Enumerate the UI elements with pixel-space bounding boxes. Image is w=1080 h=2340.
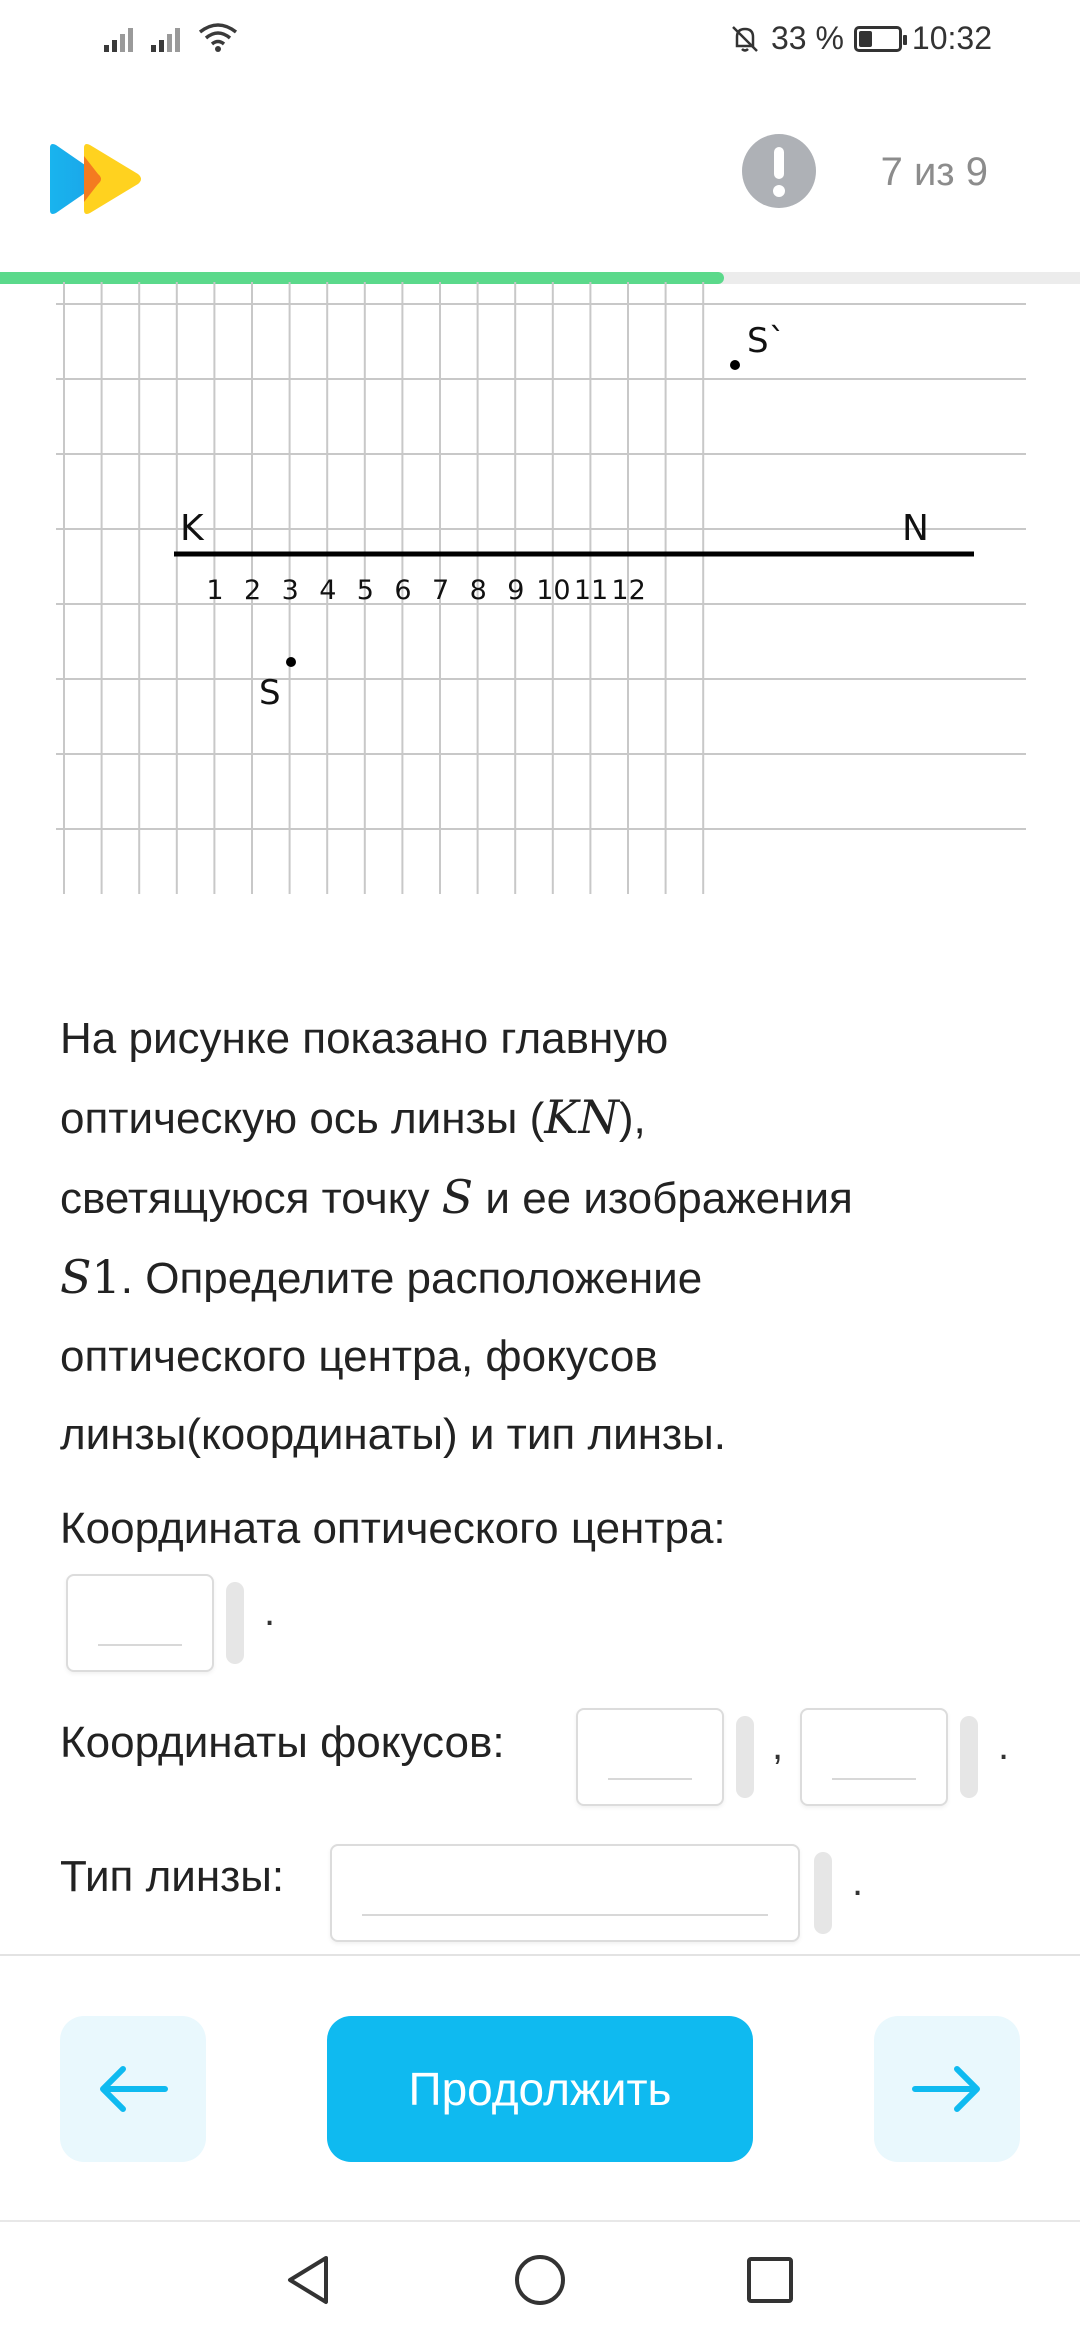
signal-icon bbox=[151, 24, 180, 52]
tick-label: 1 bbox=[206, 575, 224, 606]
home-circle-icon[interactable] bbox=[512, 2252, 568, 2308]
axis-label-k: K bbox=[180, 508, 204, 549]
battery-fill bbox=[859, 31, 872, 47]
image-point-s1 bbox=[730, 360, 740, 370]
center-answer-field[interactable] bbox=[66, 1574, 214, 1672]
text: и ее изображения bbox=[473, 1174, 853, 1223]
math-kn: KN bbox=[544, 1090, 619, 1144]
play-logo-icon[interactable] bbox=[46, 142, 146, 216]
back-triangle-icon[interactable] bbox=[282, 2252, 334, 2308]
focus-answer-field-2[interactable] bbox=[800, 1708, 948, 1806]
axis-label-n: N bbox=[902, 508, 929, 549]
tick-label: 10 bbox=[536, 575, 571, 606]
recents-square-icon[interactable] bbox=[744, 2252, 796, 2308]
center-label: Координата оптического центра: bbox=[60, 1504, 726, 1553]
next-button[interactable] bbox=[874, 2016, 1020, 2162]
period: . bbox=[264, 1590, 276, 1634]
status-bar bbox=[0, 0, 1080, 80]
footer-divider bbox=[0, 1954, 1080, 1956]
tick-label: 6 bbox=[394, 575, 412, 606]
question-line bbox=[60, 1238, 1020, 1318]
question-line bbox=[60, 1078, 1020, 1158]
math-s1: S bbox=[60, 1250, 92, 1304]
tick-label: 4 bbox=[319, 575, 337, 606]
image-point-label: S` bbox=[747, 321, 786, 361]
status-right bbox=[729, 20, 992, 57]
tick-label: 3 bbox=[281, 575, 299, 606]
lens-type-answer-field[interactable] bbox=[330, 1844, 800, 1942]
battery-icon bbox=[854, 26, 902, 52]
tick-label: 9 bbox=[507, 575, 525, 606]
clock: 10:32 bbox=[911, 20, 992, 56]
question-line bbox=[60, 1318, 1020, 1396]
drag-handle[interactable] bbox=[226, 1582, 244, 1664]
source-point-s bbox=[286, 657, 296, 667]
tick-label: 11 bbox=[573, 575, 609, 606]
previous-button[interactable] bbox=[60, 2016, 206, 2162]
question-text bbox=[60, 1000, 1020, 1474]
source-point-label: S bbox=[259, 673, 281, 713]
system-navigation bbox=[0, 2222, 1080, 2340]
text: светящуюся точку bbox=[60, 1174, 442, 1223]
report-problem-button[interactable] bbox=[742, 134, 816, 208]
status-left bbox=[104, 22, 238, 52]
text: . Определите расположение bbox=[120, 1254, 703, 1303]
question-counter: 7 из 9 bbox=[880, 150, 988, 194]
battery-percent: 33 % bbox=[770, 20, 844, 56]
text: ), bbox=[618, 1094, 646, 1143]
drag-handle[interactable] bbox=[736, 1716, 754, 1798]
arrow-right-icon bbox=[909, 2061, 985, 2117]
tick-label: 5 bbox=[356, 575, 374, 606]
math-s1-index: 1 bbox=[91, 1250, 121, 1304]
optics-figure bbox=[56, 282, 1026, 894]
signal-icon bbox=[104, 24, 133, 52]
text: оптического центра, фокусов bbox=[60, 1332, 658, 1381]
bell-muted-icon bbox=[729, 23, 761, 55]
drag-handle[interactable] bbox=[814, 1852, 832, 1934]
question-line bbox=[60, 1396, 1020, 1474]
tick-label: 12 bbox=[611, 575, 646, 606]
tick-labels bbox=[206, 575, 645, 606]
period: . bbox=[998, 1724, 1010, 1768]
math-s: S bbox=[441, 1170, 474, 1224]
text: линзы(координаты) и тип линзы. bbox=[60, 1410, 727, 1459]
arrow-left-icon bbox=[95, 2061, 171, 2117]
type-label: Тип линзы: bbox=[60, 1852, 285, 1901]
continue-label: Продолжить bbox=[408, 2063, 672, 2115]
focus-answer-field-1[interactable] bbox=[576, 1708, 724, 1806]
period: . bbox=[852, 1860, 864, 1904]
focus-label: Координаты фокусов: bbox=[60, 1718, 505, 1767]
wifi-icon bbox=[198, 22, 238, 52]
text: На рисунке показано главную bbox=[60, 1014, 669, 1063]
text: оптическую ось линзы ( bbox=[60, 1094, 545, 1143]
continue-button[interactable] bbox=[327, 2016, 753, 2162]
tick-label: 8 bbox=[469, 575, 487, 606]
question-line bbox=[60, 1000, 1020, 1078]
tick-label: 2 bbox=[244, 575, 262, 606]
tick-label: 7 bbox=[432, 575, 450, 606]
drag-handle[interactable] bbox=[960, 1716, 978, 1798]
question-line bbox=[60, 1158, 1020, 1238]
comma: , bbox=[772, 1724, 784, 1768]
